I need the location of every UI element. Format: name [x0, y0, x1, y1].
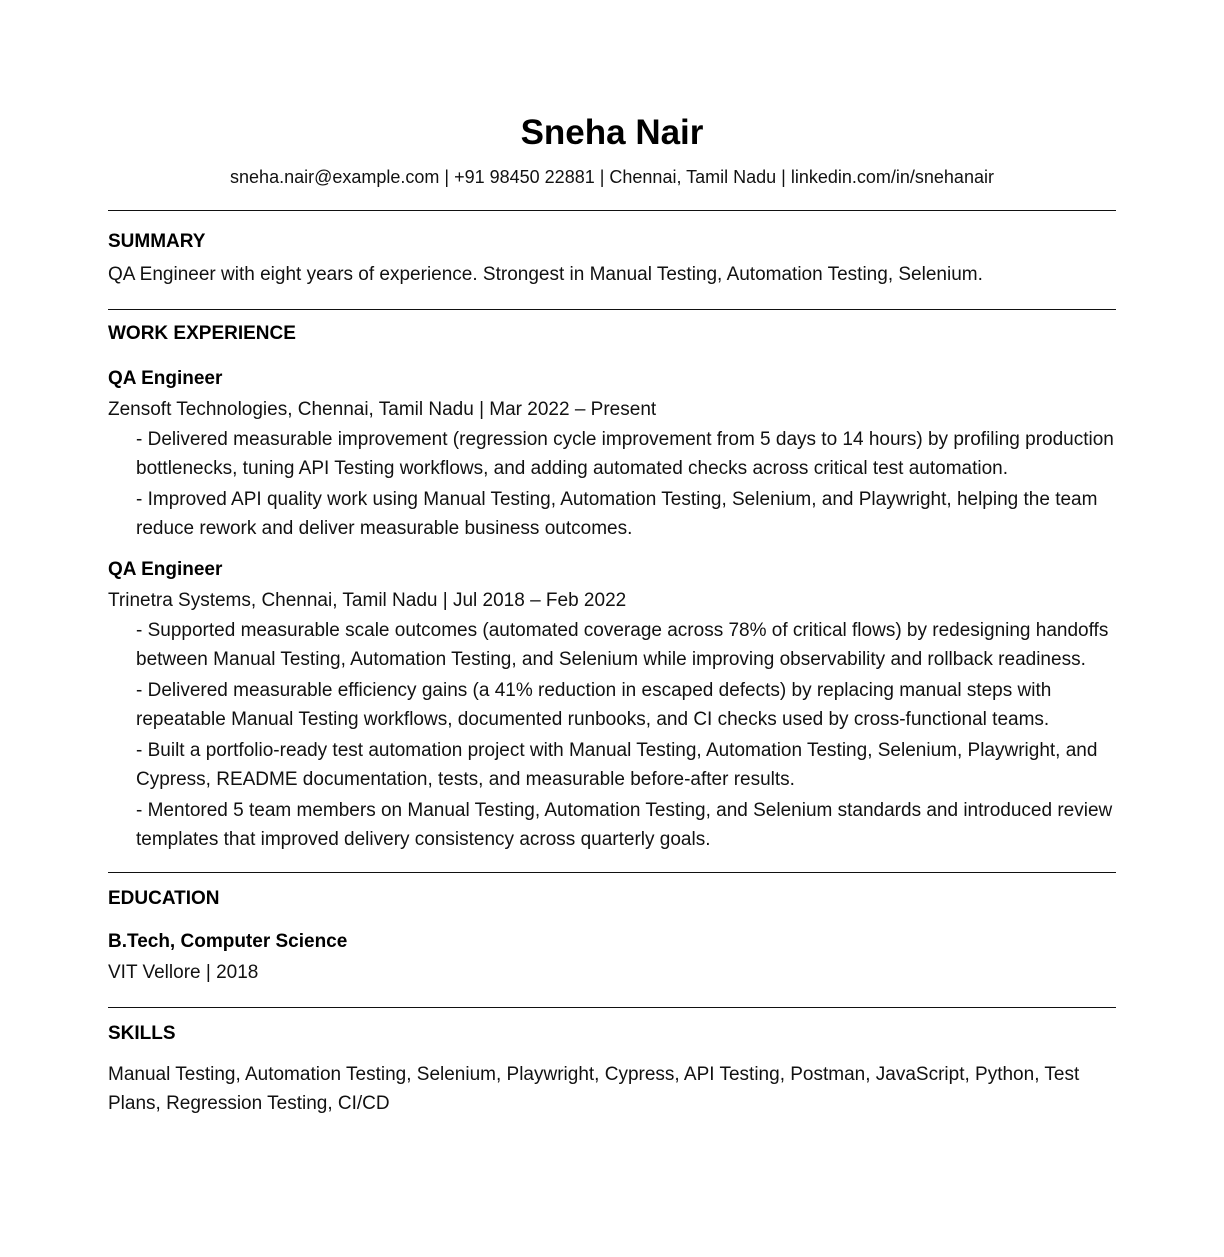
job-entry: [108, 366, 1116, 543]
job-bullet: - Mentored 5 team members on Manual Testing, Automation Testing, and Selenium standards and introduced review templates that improved delivery consistency across quarterly goals.: [136, 800, 1113, 850]
education-meta: VIT Vellore | 2018: [108, 962, 259, 983]
divider: [108, 309, 1116, 310]
job-entry: [108, 557, 1116, 854]
job-bullets: [108, 616, 1116, 854]
job-meta: Zensoft Technologies, Chennai, Tamil Nadu | Mar 2022 – Present: [108, 399, 657, 420]
job-bullets: [108, 425, 1116, 543]
section-heading-skills: SKILLS: [108, 1023, 176, 1044]
job-title: QA Engineer: [108, 368, 223, 389]
job-bullet: - Improved API quality work using Manual Testing, Automation Testing, Selenium, and Playwright, helping the team reduce rework and deliver measurable business outcomes.: [136, 489, 1098, 539]
summary-section: [108, 230, 1116, 289]
job-title: QA Engineer: [108, 559, 223, 580]
job-bullet: - Delivered measurable improvement (regression cycle improvement from 5 days to 14 hours) by profiling production bottlenecks, tuning API Testing workflows, and adding automated checks across critical test automation.: [136, 429, 1114, 479]
divider: [108, 872, 1116, 873]
candidate-name: Sneha Nair: [520, 113, 704, 152]
divider: [108, 210, 1116, 211]
skills-text: Manual Testing, Automation Testing, Selenium, Playwright, Cypress, API Testing, Postman, JavaScript, Python, Test Plans, Regression Testing, CI/CD: [108, 1064, 1080, 1114]
skills-section: [108, 1022, 1116, 1118]
job-bullet: - Delivered measurable efficiency gains (a 41% reduction in escaped defects) by replacing manual steps with repeatable Manual Testing workflows, documented runbooks, and CI checks used by cross-functional teams.: [136, 680, 1052, 730]
degree: B.Tech, Computer Science: [108, 931, 348, 952]
contact-line: sneha.nair@example.com | +91 98450 22881 | Chennai, Tamil Nadu | linkedin.com/in/snehanair: [230, 167, 994, 187]
section-heading-education: EDUCATION: [108, 888, 220, 909]
work-experience-section: [108, 322, 1116, 854]
education-section: [108, 887, 1116, 988]
summary-text: QA Engineer with eight years of experience. Strongest in Manual Testing, Automation Testing, Selenium.: [108, 264, 983, 285]
section-heading-work-experience: WORK EXPERIENCE: [108, 323, 296, 344]
job-bullet: - Supported measurable scale outcomes (automated coverage across 78% of critical flows) by redesigning handoffs between Manual Testing, Automation Testing, and Selenium while improving observability and rollback readiness.: [136, 620, 1109, 670]
job-bullet: - Built a portfolio-ready test automation project with Manual Testing, Automation Testing, Selenium, Playwright, and Cypress, README documentation, tests, and measurable before-after results.: [136, 740, 1098, 790]
section-heading-summary: SUMMARY: [108, 231, 206, 252]
divider: [108, 1007, 1116, 1008]
job-meta: Trinetra Systems, Chennai, Tamil Nadu | Jul 2018 – Feb 2022: [108, 590, 627, 611]
